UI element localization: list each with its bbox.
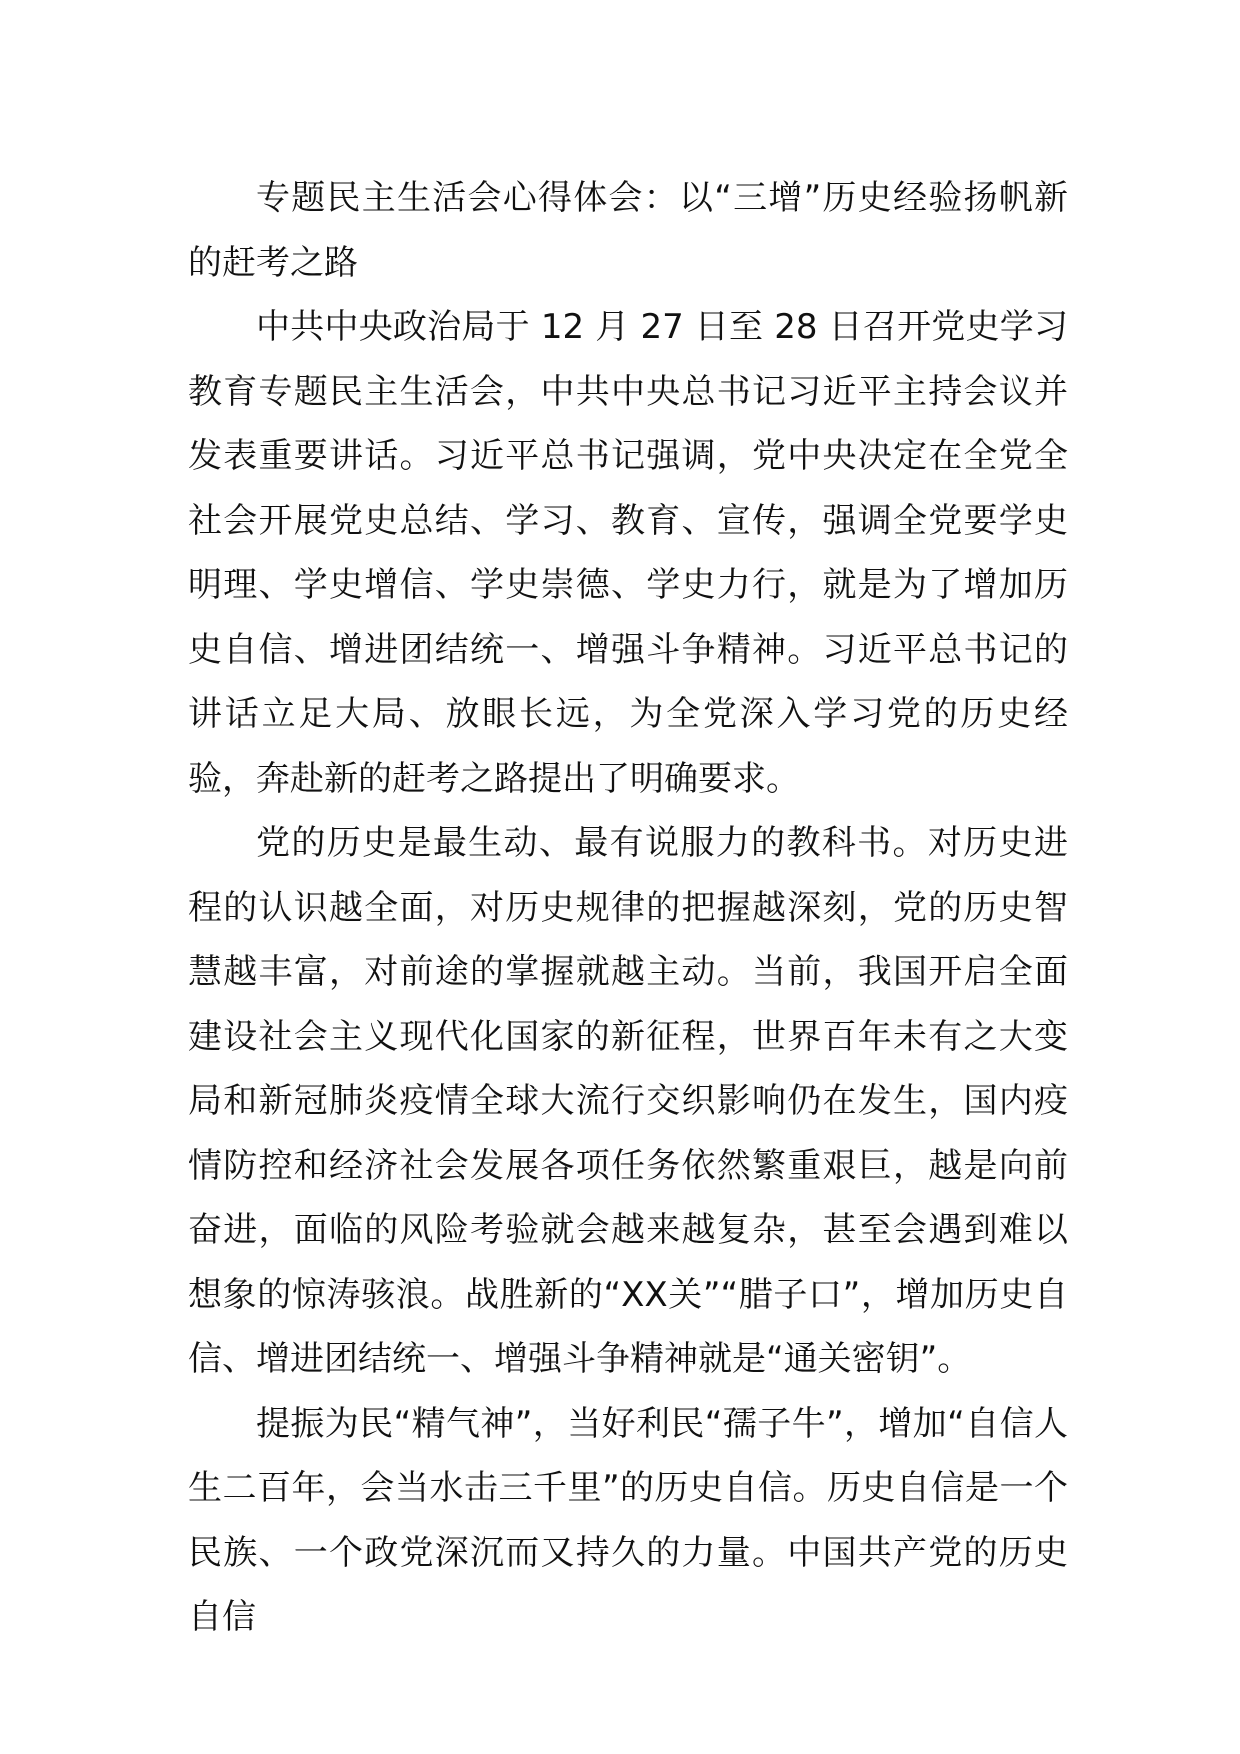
paragraph-2: 党的历史是最生动、最有说服力的教科书。对历史进程的认识越全面，对历史规律的把握越深刻，党的历史智慧越丰富，对前途的掌握就越主动。当前，我国开启全面建设社会主义现代化国家的新征程，世界百年未有之大变局和新冠肺炎疫情全球大流行交织影响仍在发生，国内疫情防控和经济社会发展各项任务依然繁重艰巨，越是向前奋进，面临的风险考验就会越来越复杂，甚至会遇到难以想象的惊涛骇浪。战胜新的“XX关”“腊子口”，增加历史自信、增进团结统一、增强斗争精神就是“通关密钥”。 — [188, 823, 1068, 1379]
paragraph-3: 提振为民“精气神”，当好利民“孺子牛”，增加“自信人生二百年，会当水击三千里”的历史自信。历史自信是一个民族、一个政党深沉而又持久的力量。中国共产党的历史自信 — [188, 1403, 1068, 1637]
document-body — [188, 166, 1068, 1650]
paragraph-1: 中共中央政治局于 12 月 27 日至 28 日召开党史学习教育专题民主生活会，中共中央总书记习近平主持会议并发表重要讲话。习近平总书记强调，党中央决定在全党全社会开展党史总结、学习、教育、宣传，强调全党要学史明理、学史增信、学史崇德、学史力行，就是为了增加历史自信、增进团结统一、增强斗争精神。习近平总书记的讲话立足大局、放眼长远，为全党深入学习党的历史经验，奔赴新的赶考之路提出了明确要求。 — [188, 307, 1068, 799]
document-title: 专题民主生活会心得体会：以“三增”历史经验扬帆新的赶考之路 — [188, 178, 1068, 283]
